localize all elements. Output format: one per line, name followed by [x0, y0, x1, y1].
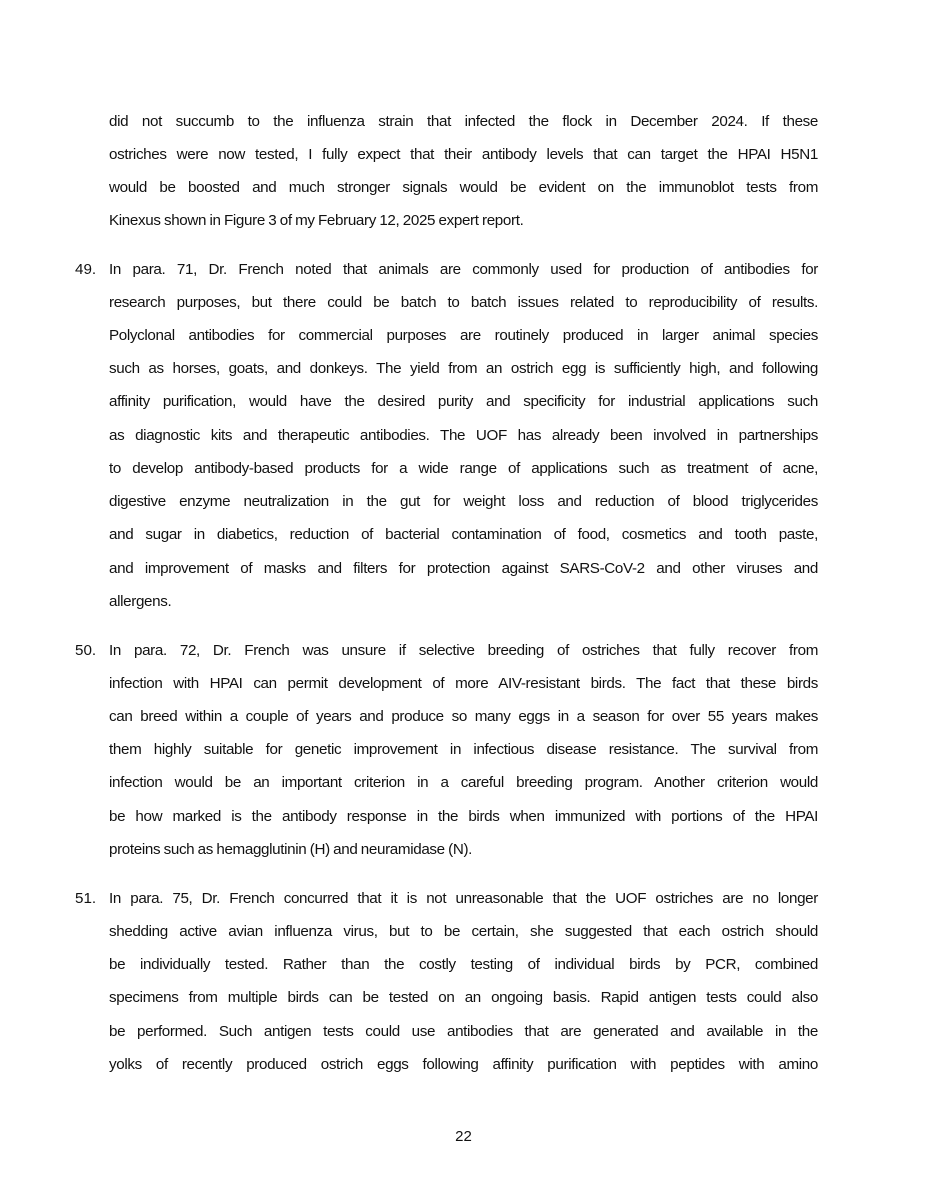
- text-line: affinity purification, would have the desired purity and specificity for industrial applications such: [109, 393, 818, 410]
- text-line: be how marked is the antibody response in the birds when immunized with portions of the HPAI: [109, 808, 818, 825]
- text-line: can breed within a couple of years and produce so many eggs in a season for over 55 years makes: [109, 708, 818, 725]
- text-line: Kinexus shown in Figure 3 of my February 12, 2025 expert report.: [109, 212, 524, 229]
- text-line: to develop antibody-based products for a wide range of applications such as treatment of acne,: [109, 460, 818, 477]
- paragraph-number: 51.: [75, 890, 97, 907]
- page-number: 22: [455, 1128, 472, 1145]
- text-line: infection with HPAI can permit development of more AIV-resistant birds. The fact that these birds: [109, 675, 818, 692]
- text-line: them highly suitable for genetic improvement in infectious disease resistance. The survival from: [109, 741, 818, 758]
- paragraph-number: 50.: [75, 642, 97, 659]
- text-line: and sugar in diabetics, reduction of bacterial contamination of food, cosmetics and tooth paste,: [109, 526, 818, 543]
- text-line: research purposes, but there could be batch to batch issues related to reproducibility of results.: [109, 294, 818, 311]
- text-line: would be boosted and much stronger signals would be evident on the immunoblot tests from: [109, 179, 818, 196]
- text-line: proteins such as hemagglutinin (H) and neuramidase (N).: [109, 841, 473, 858]
- text-line: be performed. Such antigen tests could use antibodies that are generated and available in the: [109, 1023, 818, 1040]
- text-line: did not succumb to the influenza strain that infected the flock in December 2024. If these: [109, 113, 818, 130]
- text-line: such as horses, goats, and donkeys. The yield from an ostrich egg is sufficiently high, and following: [109, 360, 818, 377]
- text-line: shedding active avian influenza virus, but to be certain, she suggested that each ostrich should: [109, 923, 818, 940]
- text-line: infection would be an important criterion in a careful breeding program. Another criterion would: [109, 774, 818, 791]
- text-line: yolks of recently produced ostrich eggs following affinity purification with peptides with amino: [109, 1056, 818, 1073]
- text-line: digestive enzyme neutralization in the gut for weight loss and reduction of blood triglycerides: [109, 493, 818, 510]
- text-line: In para. 75, Dr. French concurred that it is not unreasonable that the UOF ostriches are no longer: [109, 890, 818, 907]
- paragraph-number: 49.: [75, 261, 97, 278]
- text-line: In para. 71, Dr. French noted that animals are commonly used for production of antibodies for: [109, 261, 818, 278]
- text-line: Polyclonal antibodies for commercial purposes are routinely produced in larger animal species: [109, 327, 818, 344]
- text-line: In para. 72, Dr. French was unsure if selective breeding of ostriches that fully recover from: [109, 642, 818, 659]
- text-line: as diagnostic kits and therapeutic antibodies. The UOF has already been involved in partnerships: [109, 427, 818, 444]
- text-line: ostriches were now tested, I fully expect that their antibody levels that can target the HPAI H5N1: [109, 146, 818, 163]
- text-line: specimens from multiple birds can be tested on an ongoing basis. Rapid antigen tests could also: [109, 989, 818, 1006]
- text-line: be individually tested. Rather than the costly testing of individual birds by PCR, combined: [109, 956, 818, 973]
- text-line: allergens.: [109, 593, 172, 610]
- text-line: and improvement of masks and filters for protection against SARS-CoV-2 and other viruses and: [109, 560, 818, 577]
